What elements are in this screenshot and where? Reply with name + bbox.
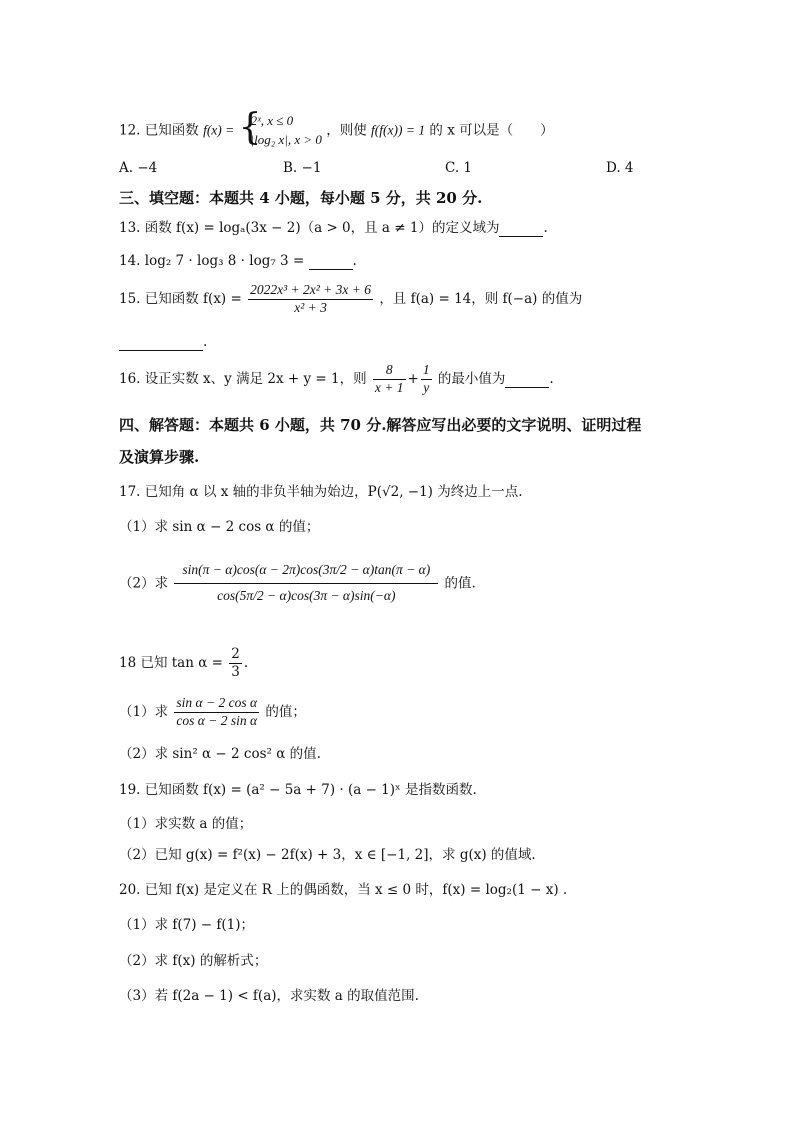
question-20-part2: （2）求 f(x) 的解析式；: [119, 953, 268, 969]
q16-f1-denominator: x + 1: [374, 379, 404, 395]
q12-option-d: D. 4: [606, 160, 634, 176]
q18-p1-suffix: 的值；: [265, 703, 306, 720]
q16-plus: +: [407, 370, 419, 387]
q13-end: .: [543, 220, 548, 236]
q18-p1-denominator: cos α − 2 sin α: [176, 712, 258, 728]
q16-answer-blank: [505, 371, 549, 388]
q14-text: 14. log₂ 7 · log₃ 8 · log₇ 3 =: [119, 253, 305, 269]
q18-tan-fraction: [229, 646, 242, 681]
q12-suffix: 的 x 可以是（ ）: [429, 122, 554, 139]
q12-option-b: B. −1: [283, 160, 322, 176]
q15-prefix: 15. 已知函数 f(x) =: [119, 290, 242, 307]
q18-p1-fraction: [174, 695, 259, 730]
question-15-answer-line: [119, 334, 207, 351]
q17-p2-suffix: 的值.: [444, 575, 476, 592]
q12-prefix: 12. 已知函数: [119, 122, 199, 139]
question-19-part1: （1）求实数 a 的值；: [119, 816, 253, 832]
q15-answer-blank: [119, 334, 203, 351]
q16-f2-numerator: 1: [421, 362, 432, 380]
q12-option-c: C. 1: [445, 160, 473, 176]
q14-end: .: [352, 253, 357, 269]
q12-middle: ，则使: [326, 122, 367, 139]
q16-fraction-1: [373, 362, 406, 397]
question-14: [119, 253, 357, 270]
q18-p1-numerator: sin α − 2 cos α: [174, 695, 259, 713]
q12-fx: f(x) =: [203, 122, 235, 138]
q18-p1-prefix: （1）求: [119, 703, 169, 720]
question-20-part3: （3）若 f(2a − 1) < f(a)，求实数 a 的取值范围.: [119, 988, 419, 1004]
q15-end: .: [203, 334, 208, 350]
section-4-heading-line2: 及演算步骤.: [119, 448, 200, 466]
q16-prefix: 16. 设正实数 x、y 满足 2x + y = 1，则: [119, 370, 367, 387]
question-17-part1: （1）求 sin α − 2 cos α 的值；: [119, 519, 320, 535]
question-18-part1: [119, 695, 306, 730]
q18-end: .: [243, 654, 249, 671]
q15-fraction: [248, 282, 373, 317]
q15-denominator: x² + 3: [294, 299, 327, 315]
q16-f1-numerator: 8: [373, 362, 406, 380]
question-19-part2: （2）已知 g(x) = f²(x) − 2f(x) + 3，x ∈ [−1, 2]，求 g(x) 的值域.: [119, 847, 536, 863]
question-17-part2: [119, 558, 476, 609]
question-17-stem: 17. 已知角 α 以 x 轴的非负半轴为始边，P(√2, −1) 为终边上一点.: [119, 484, 523, 500]
q18-prefix: 18 已知 tan α =: [119, 654, 223, 671]
q12-piecewise: [238, 107, 322, 150]
question-18-stem: [119, 646, 248, 681]
section-3-heading: 三、填空题：本题共 4 小题，每小题 5 分，共 20 分.: [119, 189, 483, 207]
q15-suffix: ，且 f(a) = 14，则 f(−a) 的值为: [379, 290, 583, 307]
question-20-stem: 20. 已知 f(x) 是定义在 R 上的偶函数，当 x ≤ 0 时，f(x) = log₂(1 − x) .: [119, 882, 568, 898]
q14-answer-blank: [309, 253, 353, 270]
q17-fraction: [174, 558, 438, 609]
q16-end: .: [549, 370, 554, 387]
q16-f2-denominator: y: [423, 379, 430, 395]
q12-eq: f(f(x)) = 1: [371, 122, 426, 138]
q12-option-a: A. −4: [119, 160, 158, 176]
question-16: [119, 362, 554, 397]
q13-text: 13. 函数 f(x) = logₐ(3x − 2)（a > 0，且 a ≠ 1）的定义域为: [119, 220, 500, 236]
question-13: [119, 220, 548, 237]
q16-fraction-2: [421, 362, 432, 397]
question-20-part1: （1）求 f(7) − f(1)；: [119, 917, 255, 933]
q18-tan-numerator: 2: [231, 646, 240, 662]
q18-tan-denominator: 3: [231, 663, 240, 680]
q15-numerator: 2022x³ + 2x² + 3x + 6: [248, 282, 373, 300]
section-4-heading-line1: 四、解答题：本题共 6 小题，共 70 分.解答应写出必要的文字说明、证明过程: [119, 416, 642, 434]
q13-answer-blank: [499, 220, 543, 237]
q12-case1: 2ˣ, x ≤ 0: [250, 113, 294, 128]
q12-case2: |log₂ x|, x > 0: [250, 131, 322, 147]
q16-suffix: 的最小值为: [437, 370, 506, 387]
q17-numerator: sin(π − α)cos(α − 2π)cos(3π/2 − α)tan(π − α): [174, 558, 438, 584]
q17-p2-prefix: （2）求: [119, 575, 169, 592]
q17-denominator: cos(5π/2 − α)cos(3π − α)sin(−α): [217, 587, 396, 603]
question-18-part2: （2）求 sin² α − 2 cos² α 的值.: [119, 746, 321, 762]
question-12: [119, 107, 554, 150]
left-brace-icon: {: [238, 107, 262, 148]
question-19-stem: 19. 已知函数 f(x) = (a² − 5a + 7) · (a − 1)ˣ 是指数函数.: [119, 782, 477, 798]
question-15: [119, 282, 582, 317]
